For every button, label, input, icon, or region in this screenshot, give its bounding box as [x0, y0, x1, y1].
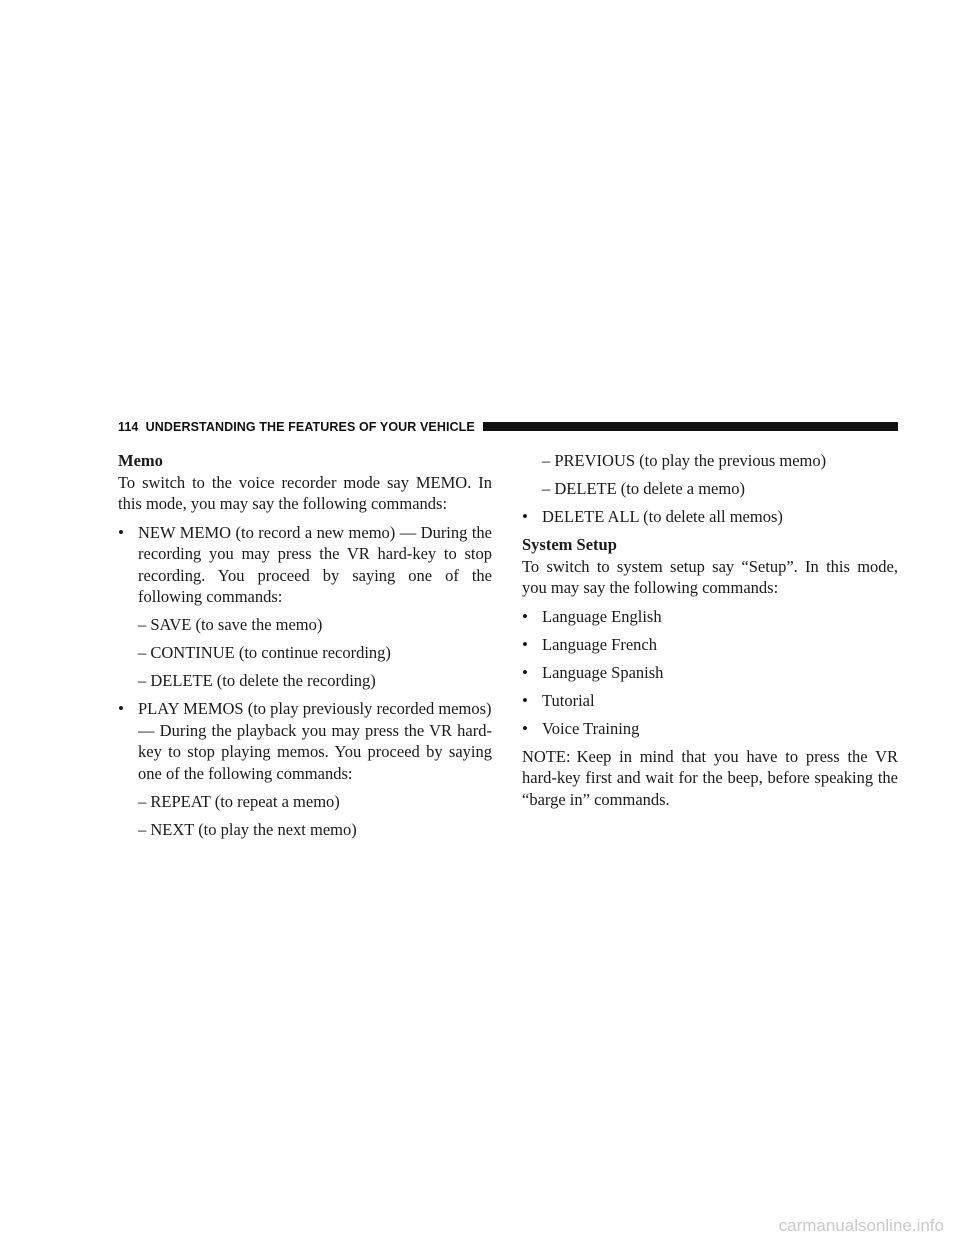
bullet-new-memo-text: NEW MEMO (to record a new memo) — During the recording you may press the VR hard-key to stop recording. You proceed by saying one of the following commands: [138, 522, 492, 606]
bullet-dot: • [522, 662, 528, 682]
bullet-delete-all [522, 506, 898, 528]
bullet-dot: • [522, 507, 528, 526]
setup-item-label: Language English [542, 606, 662, 626]
note-label: NOTE: [522, 746, 571, 766]
bullet-new-memo [118, 522, 492, 608]
setup-item-label: Language Spanish [542, 662, 664, 682]
bullet-delete-all-text: DELETE ALL (to delete all memos) [542, 507, 783, 526]
bullet-play-memos-line1: PLAY MEMOS (to play previously recorded memos) [138, 699, 492, 718]
page-header-text [118, 420, 475, 434]
footer-watermark: carmanualsonline.info [778, 1216, 944, 1235]
sub-item-next: – NEXT (to play the next memo) [138, 819, 357, 839]
setup-item-label: Language French [542, 634, 657, 654]
left-column [118, 450, 492, 847]
section-title: UNDERSTANDING THE FEATURES OF YOUR VEHICLE [145, 419, 475, 434]
sub-item-save: – SAVE (to save the memo) [138, 615, 323, 634]
page-number: 114 [118, 419, 139, 434]
bullet-play-memos-rest: — During the playback you may press the VR hard-key to stop playing memos. You proceed by saying one of the following commands: [138, 720, 492, 783]
memo-intro: To switch to the voice recorder mode say MEMO. In this mode, you may say the following commands: [118, 472, 492, 513]
bullet-dot: • [118, 699, 124, 718]
setup-item-language-french [522, 634, 898, 656]
bullet-dot: • [522, 634, 528, 654]
bullet-dot: • [522, 718, 528, 738]
sub-item-delete-memo: – DELETE (to delete a memo) [542, 479, 745, 498]
memo-heading: Memo [118, 451, 163, 470]
setup-item-language-english [522, 606, 898, 628]
bullet-dot: • [118, 522, 124, 542]
setup-item-voice-training [522, 718, 898, 740]
note [522, 746, 898, 811]
page-header [118, 418, 898, 435]
right-column [522, 450, 898, 810]
sub-item-continue: – CONTINUE (to continue recording) [138, 643, 391, 662]
setup-item-language-spanish [522, 662, 898, 684]
bullet-dot: • [522, 690, 528, 710]
sub-item-previous: – PREVIOUS (to play the previous memo) [542, 451, 827, 470]
setup-item-label: Voice Training [542, 718, 640, 738]
header-rule [483, 422, 898, 431]
system-setup-heading: System Setup [522, 535, 617, 554]
system-setup-intro: To switch to system setup say “Setup”. In this mode, you may say the following commands: [522, 556, 898, 597]
sub-item-repeat: – REPEAT (to repeat a memo) [138, 791, 340, 811]
note-text: Keep in mind that you have to press the VR hard-key first and wait for the beep, before speaking the “barge in” commands. [522, 746, 898, 809]
bullet-play-memos [118, 698, 492, 720]
setup-item-tutorial [522, 690, 898, 712]
setup-item-label: Tutorial [542, 690, 595, 710]
sub-item-delete-recording: – DELETE (to delete the recording) [138, 671, 376, 690]
bullet-dot: • [522, 606, 528, 626]
